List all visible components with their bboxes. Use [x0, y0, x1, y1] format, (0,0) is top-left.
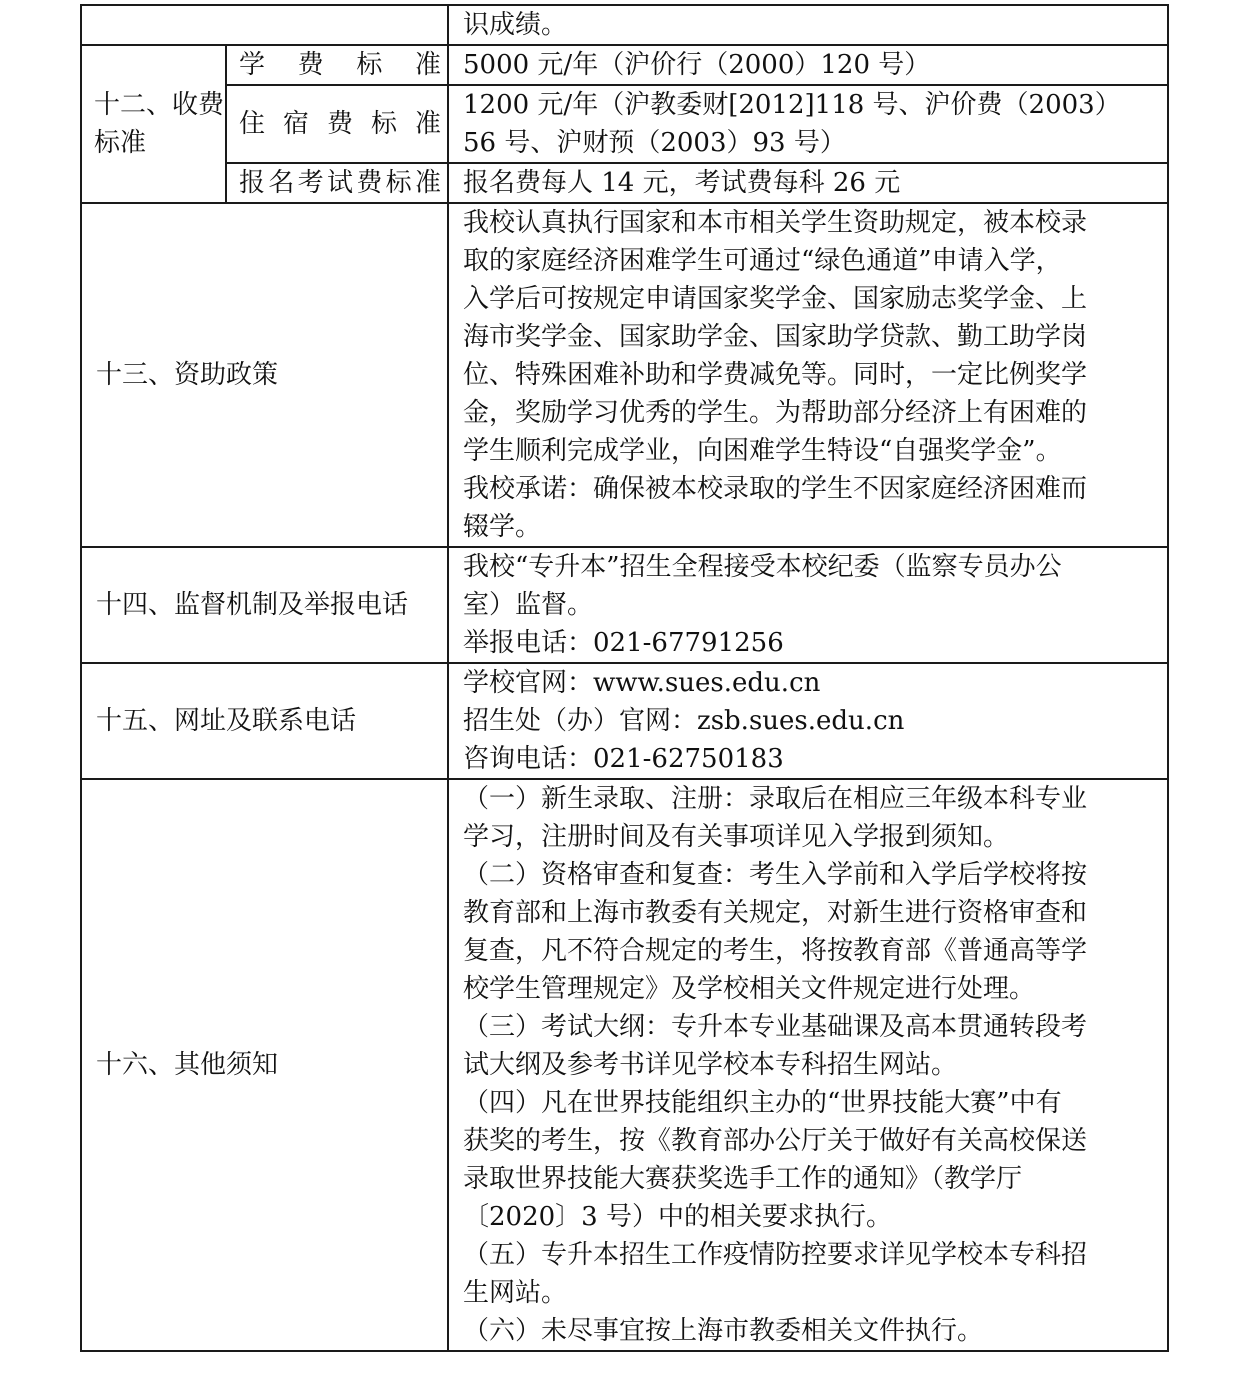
notes-text-cell [448, 779, 1168, 1351]
aid-text-cell [448, 203, 1168, 547]
exam-fee-label: 报名考试费标准 [239, 168, 441, 198]
fees-section-label: 十二、收费 标准 [94, 90, 225, 158]
aid-text: 我校认真执行国家和本市相关学生资助规定，被本校录 取的家庭经济困难学生可通过“绿色通道”申请入学， 入学后可按规定申请国家奖学金、国家励志奖学金、上 海市奖学金、国家助学金、国家助学贷款、勤工助学岗 位、特殊困难补助和学费减免等。同时，一定比例奖学 金，奖励学习优秀的学生。为帮助部分经济上有困难的 学生顺利完成学业，向困难学生特设“自强奖学金”。 我校承诺：确保被本校录取的学生不因家庭经济困难而 辍学。 [463, 208, 1088, 542]
continuation-text: 识成绩。 [463, 10, 568, 40]
tuition-value: 5000 元/年（沪价行（2000）120 号） [463, 50, 931, 80]
table-row-continuation [81, 5, 1168, 45]
notes-label: 十六、其他须知 [96, 1050, 279, 1080]
accommodation-value-cell [448, 85, 1168, 163]
tuition-value-cell [448, 45, 1168, 85]
table-row-notes [81, 779, 1168, 1351]
supervision-text-cell [448, 547, 1168, 663]
table-row-aid-policy [81, 203, 1168, 547]
notes-label-cell [81, 779, 448, 1351]
notes-text: （一）新生录取、注册：录取后在相应三年级本科专业 学习，注册时间及有关事项详见入学报到须知。 （二）资格审查和复查：考生入学前和入学后学校将按 教育部和上海市教委有关规定，对新生进行资格审查和 复查，凡不符合规定的考生，将按教育部《普通高等学 校学生管理规定》及学校相关文件规定进行处理。 （三）考试大纲：专升本专业基础课及高本贯通转段考 试大纲及参考书详见学校本专科招生网站。 （四）凡在世界技能组织主办的“世界技能大赛”中有 获奖的考生，按《教育部办公厅关于做好有关高校保送 录取世界技能大赛获奖选手工作的通知》（教学厅 〔2020〕3 号）中的相关要求执行。 （五）专升本招生工作疫情防控要求详见学校本专科招 生网站。 （六）未尽事宜按上海市教委相关文件执行。 [463, 784, 1088, 1346]
exam-fee-value: 报名费每人 14 元，考试费每科 26 元 [463, 168, 901, 198]
supervision-text: 我校“专升本”招生全程接受本校纪委（监察专员办公 室）监督。 举报电话：021-67791256 [463, 552, 1062, 658]
table-row-exam-fee [81, 163, 1168, 203]
exam-fee-label-cell [226, 163, 448, 203]
contact-label-cell [81, 663, 448, 779]
table-row-tuition [81, 45, 1168, 85]
table-row-accommodation [81, 85, 1168, 163]
table-row-contact [81, 663, 1168, 779]
supervision-label: 十四、监督机制及举报电话 [96, 590, 409, 620]
aid-label-cell [81, 203, 448, 547]
tuition-label: 学费标准 [239, 50, 441, 80]
contact-text: 学校官网：www.sues.edu.cn 招生处（办）官网：zsb.sues.edu.cn 咨询电话：021-62750183 [463, 668, 905, 774]
exam-fee-value-cell [448, 163, 1168, 203]
empty-label-cell [81, 5, 448, 45]
aid-label: 十三、资助政策 [96, 360, 279, 390]
table-row-supervision [81, 547, 1168, 663]
contact-text-cell [448, 663, 1168, 779]
contact-label: 十五、网址及联系电话 [96, 706, 357, 736]
accommodation-value: 1200 元/年（沪教委财[2012]118 号、沪价费（2003） 56 号、沪财预（2003）93 号） [463, 90, 1121, 158]
tuition-label-cell [226, 45, 448, 85]
fees-section-label-cell [81, 45, 226, 203]
continuation-cell [448, 5, 1168, 45]
accommodation-label: 住宿费标准 [239, 109, 441, 139]
accommodation-label-cell [226, 85, 448, 163]
supervision-label-cell [81, 547, 448, 663]
admissions-info-table [80, 4, 1169, 1352]
